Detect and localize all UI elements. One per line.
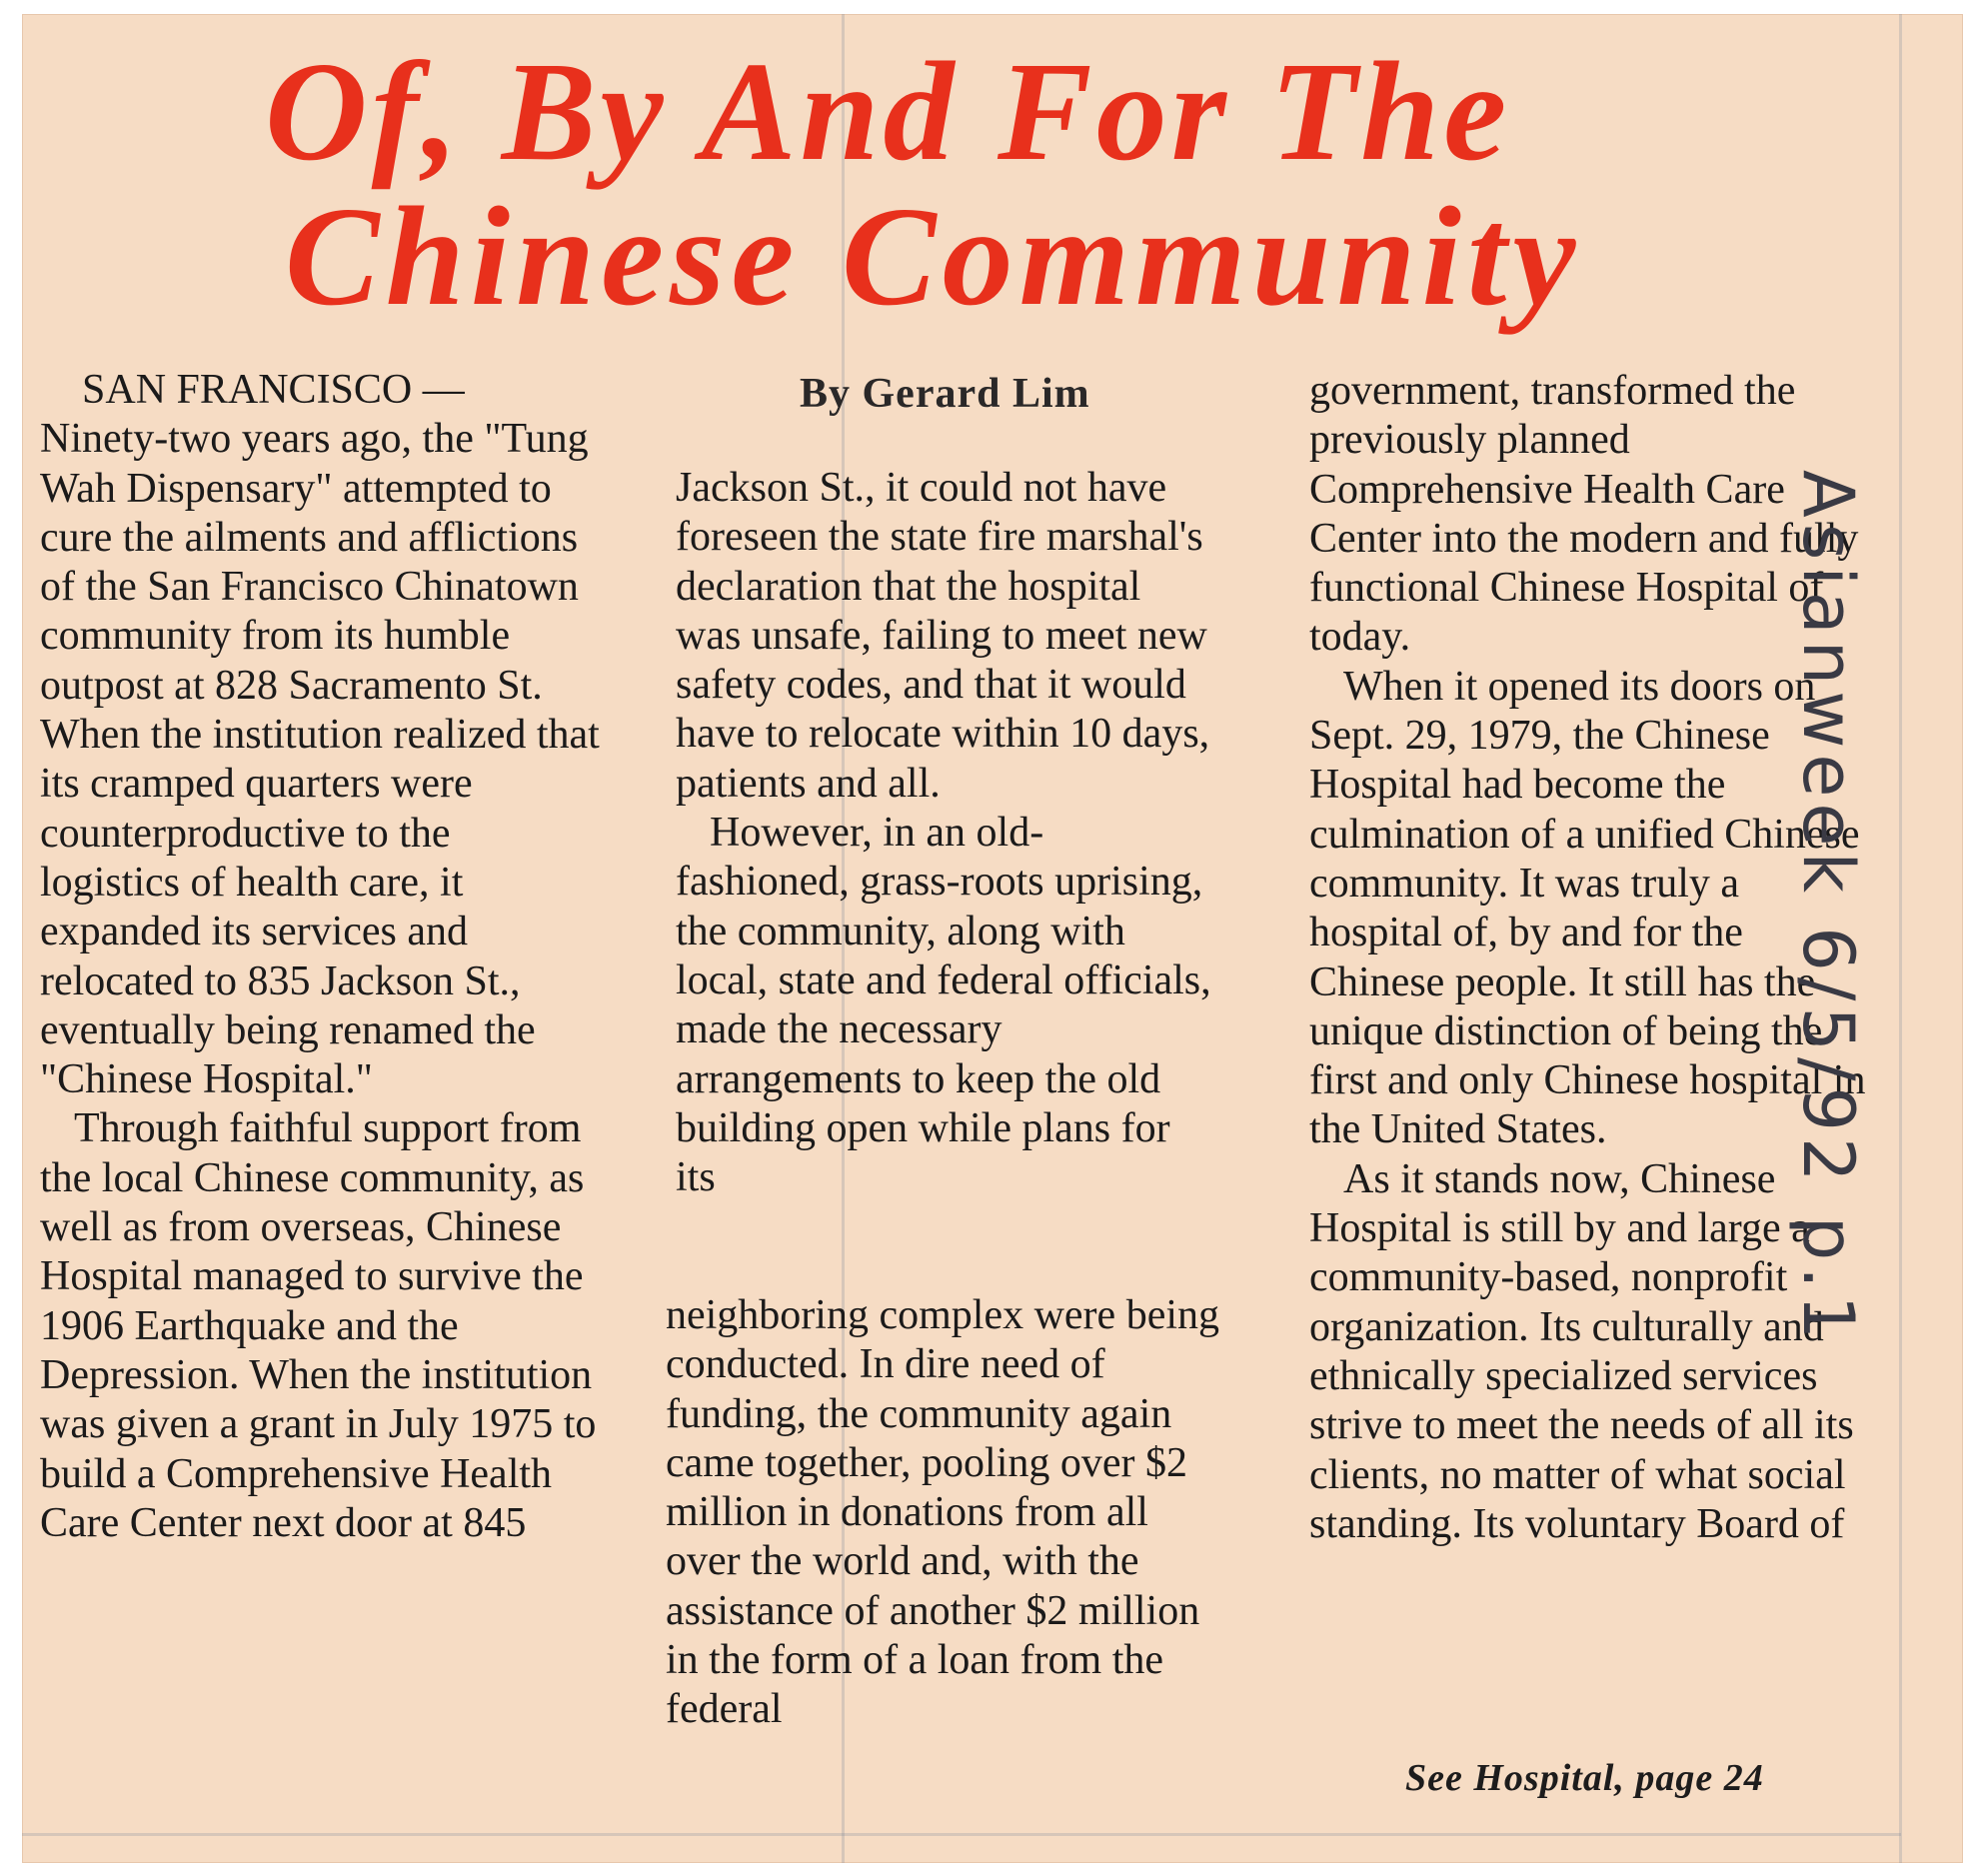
article-column-1 — [40, 366, 600, 1548]
handwritten-note: Asianweek 6/5/92 p.1 — [1787, 470, 1869, 1346]
paragraph: As it stands now, Chinese Hospital is still by and large a community-based, nonprofit organization. Its culturally and ethnically specialized services strive to meet the needs of all its clients, no matter of what social standing. Its voluntary Board of — [1309, 1155, 1854, 1547]
byline: By Gerard Lim — [800, 371, 1090, 417]
headline-line-1: Of, By And For The — [265, 32, 1511, 190]
dateline: SAN FRANCISCO — — [82, 367, 465, 413]
bleed-through-rule — [22, 1833, 1901, 1836]
paragraph: neighboring complex were being conducted. In dire need of funding, the community again came together, pooling over $2 million in donations from all over the world and, with the assistance of another $2 million in the form of a loan from the federal — [666, 1292, 1219, 1733]
continued-jump-line: See Hospital, page 24 — [1405, 1757, 1764, 1799]
paragraph: government, transformed the previously planned Comprehensive Health Care Center into the modern and fully functional Chinese Hospital of today. — [1309, 368, 1859, 661]
paragraph: However, in an old-fashioned, grass-roots uprising, the community, along with local, state and federal officials, made the necessary arrangements to keep the old building open while plans for its — [676, 810, 1211, 1201]
paragraph: Jackson St., it could not have foreseen the state fire marshal's declaration that the hospital was unsafe, failing to meet new safety codes, and that it would have to relocate within 10 days, patients and all. — [676, 465, 1210, 807]
article-column-2-bottom — [666, 1291, 1225, 1735]
headline-line-2: Chinese Community — [285, 177, 1582, 335]
article-column-2-top — [676, 464, 1215, 1202]
paragraph: Ninety-two years ago, the "Tung Wah Dispensary" attempted to cure the ailments and afflictions of the San Francisco Chinatown community from its humble outpost at 828 Sacramento St. When the institution realized that its cramped quarters were counterproductive to the logistics of health care, it expanded its services and relocated to 835 Jackson St., eventually being renamed the "Chinese Hospital." — [40, 416, 600, 1103]
paragraph: Through faithful support from the local Chinese community, as well as from overseas, Chinese Hospital managed to survive the 1906 Earthquake and the Depression. When the institution was given a grant in July 1975 to build a Comprehensive Health Care Center next door at 845 — [40, 1105, 597, 1546]
paragraph: When it opened its doors on Sept. 29, 1979, the Chinese Hospital had become the culmination of a unified Chinese community. It was truly a hospital of, by and for the Chinese people. It still has the unique distinction of being the first and only Chinese hospital in the United States. — [1309, 663, 1866, 1153]
